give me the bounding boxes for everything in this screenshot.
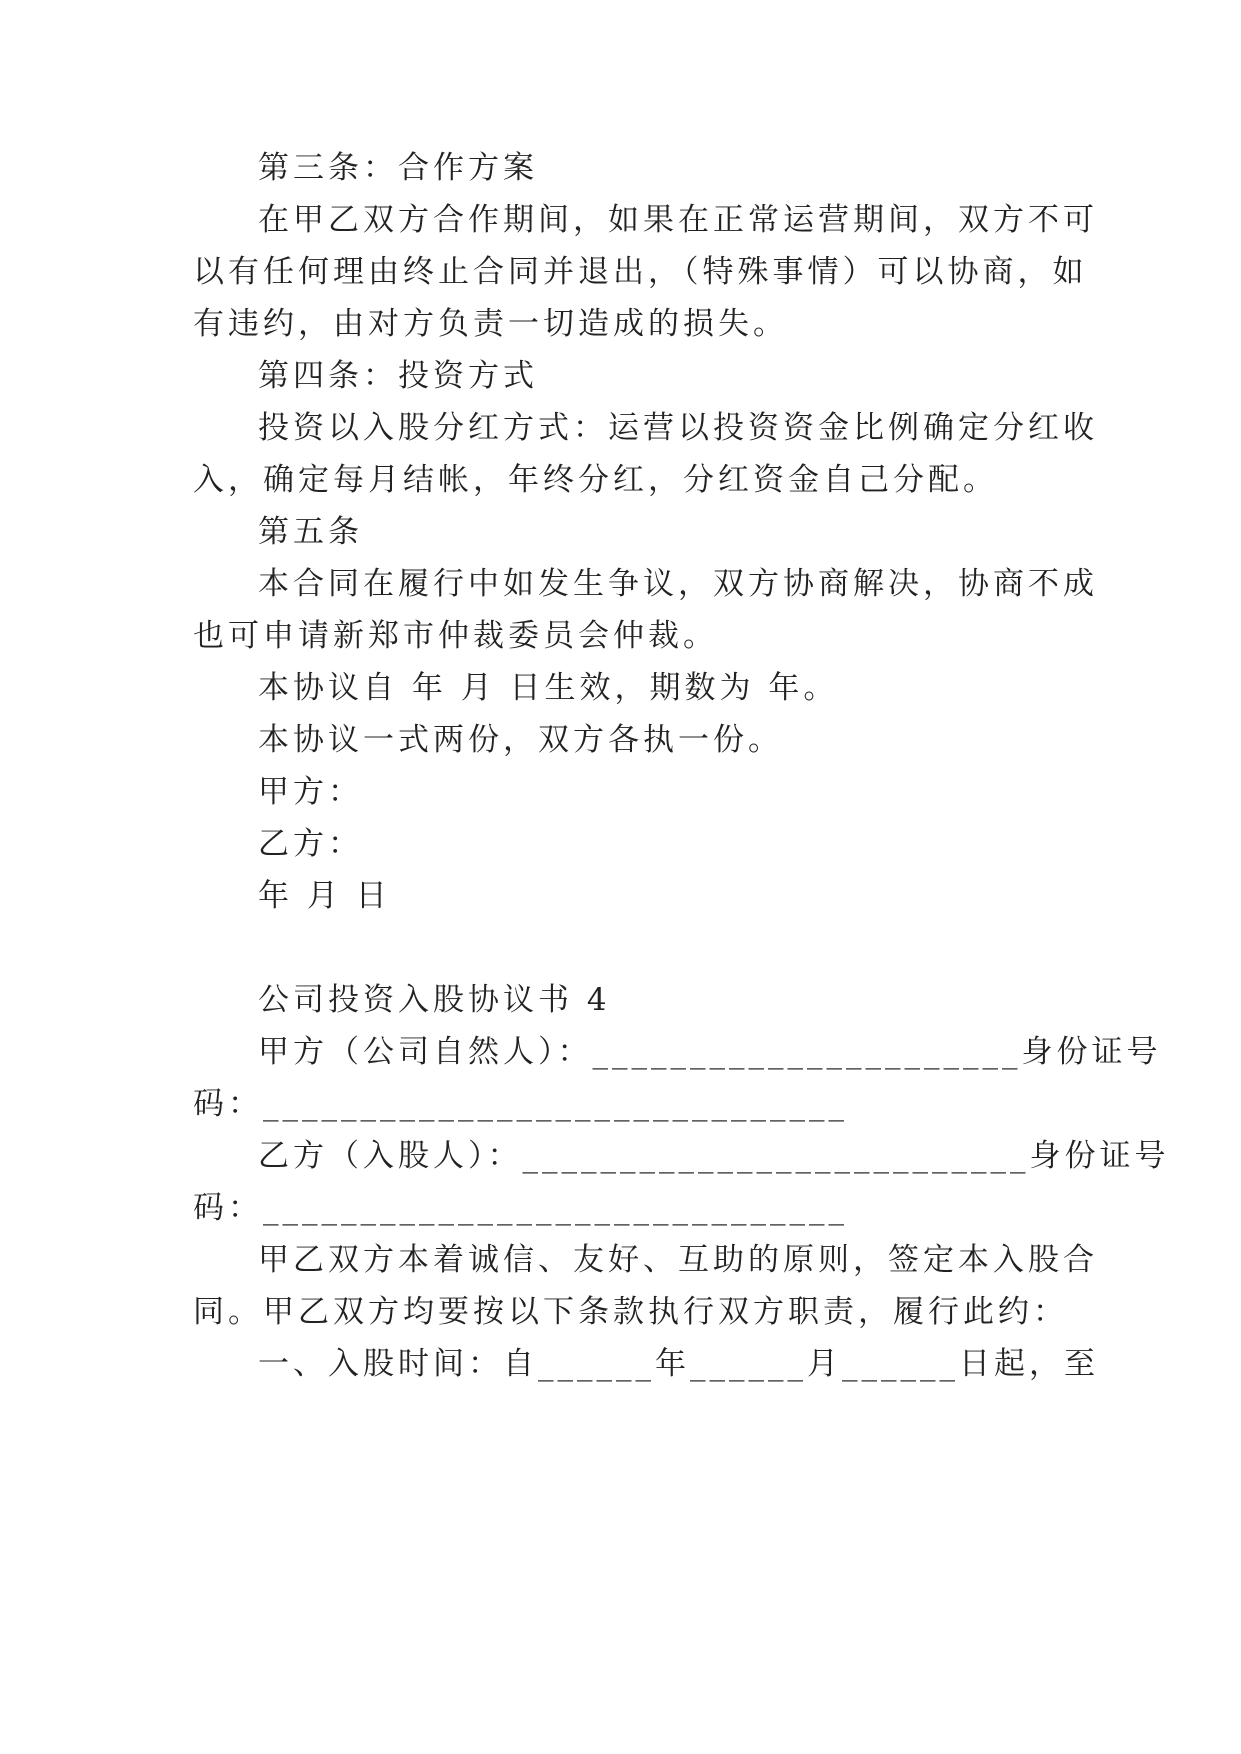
- article-3-heading: 第三条：合作方案: [258, 150, 538, 186]
- agreement-4-title: 公司投资入股协议书 4: [258, 982, 611, 1018]
- party-b-id-line: 码：______________________________: [193, 1190, 848, 1226]
- signature-date: 年 月 日: [258, 878, 391, 914]
- party-a-field-line: 甲方（公司自然人）：______________________身份证号: [258, 1034, 1162, 1070]
- party-a-signature: 甲方：: [258, 774, 363, 810]
- party-b-field-line: 乙方（入股人）：__________________________身份证号: [258, 1138, 1170, 1174]
- paragraph-line: 本合同在履行中如发生争议，双方协商解决，协商不成: [258, 566, 1098, 602]
- article-4-heading: 第四条：投资方式: [258, 358, 538, 394]
- paragraph-line: 投资以入股分红方式：运营以投资资金比例确定分红收: [258, 410, 1098, 446]
- paragraph-line: 入，确定每月结帐，年终分红，分红资金自己分配。: [193, 462, 998, 498]
- clause-1-line: 一、入股时间：自______年______月______日起，至: [258, 1346, 1099, 1382]
- paragraph-line: 也可申请新郑市仲裁委员会仲裁。: [193, 618, 718, 654]
- paragraph-line: 有违约，由对方负责一切造成的损失。: [193, 306, 788, 342]
- paragraph-line: 同。甲乙双方均要按以下条款执行双方职责，履行此约：: [193, 1294, 1068, 1330]
- paragraph-line: 甲乙双方本着诚信、友好、互助的原则，签定本入股合: [258, 1242, 1098, 1278]
- party-a-id-line: 码：______________________________: [193, 1086, 848, 1122]
- copies-line: 本协议一式两份，双方各执一份。: [258, 722, 783, 758]
- article-5-heading: 第五条: [258, 514, 363, 550]
- effective-date-line: 本协议自 年 月 日生效，期数为 年。: [258, 670, 839, 706]
- party-b-signature: 乙方：: [258, 826, 363, 862]
- paragraph-line: 以有任何理由终止合同并退出，（特殊事情）可以协商，如: [193, 254, 1088, 290]
- paragraph-line: 在甲乙双方合作期间，如果在正常运营期间，双方不可: [258, 202, 1098, 238]
